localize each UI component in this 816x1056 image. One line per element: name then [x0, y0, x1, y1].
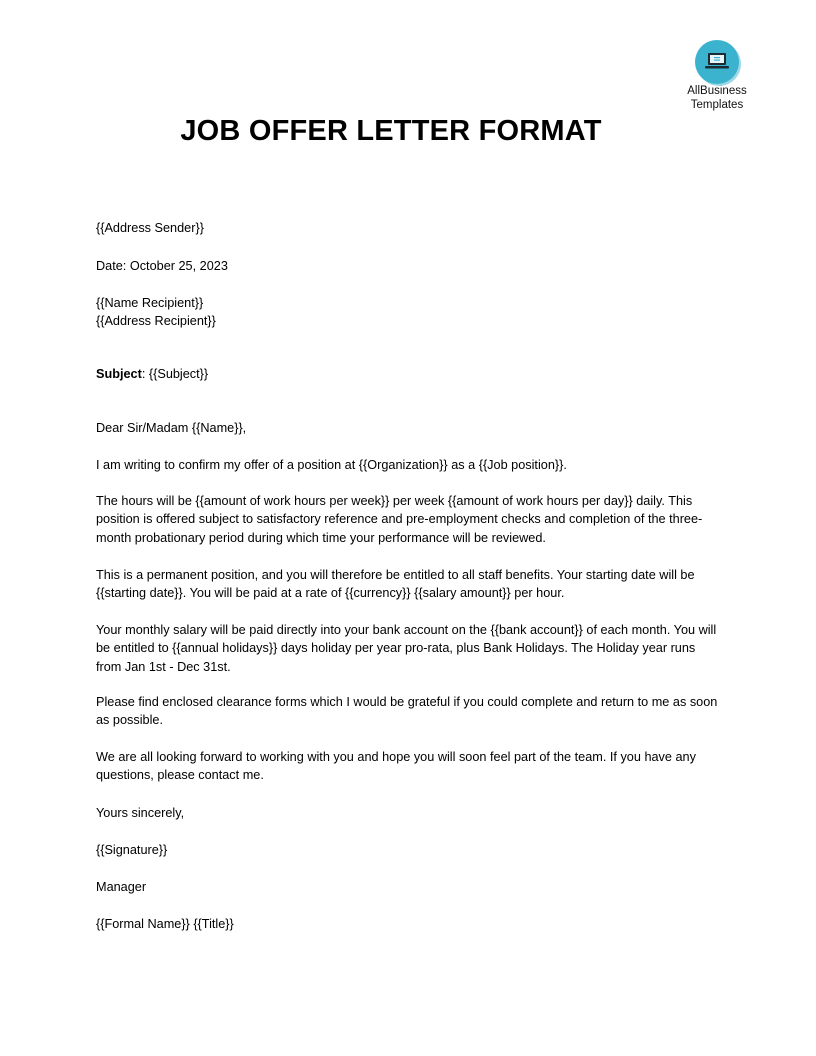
- salutation: Dear Sir/Madam {{Name}},: [96, 421, 247, 435]
- recipient-address: {{Address Recipient}}: [96, 314, 216, 328]
- logo-text-line1: AllBusiness: [687, 85, 747, 97]
- subject-value: : {{Subject}}: [141, 367, 209, 381]
- paragraph-offer: I am writing to confirm my offer of a position at {{Organization}} as a {{Job position}}.: [96, 458, 567, 472]
- page-title: JOB OFFER LETTER FORMAT: [180, 115, 602, 147]
- sender-address: {{Address Sender}}: [96, 221, 204, 235]
- laptop-icon: [703, 52, 731, 72]
- paragraph-position: This is a permanent position, and you will therefore be entitled to all staff benefits. Your starting date will be {{starting date}}. You will be paid at a rate of {{currency}} {{salary amount}} per hour.: [96, 568, 695, 601]
- formal-name: {{Formal Name}} {{Title}}: [96, 917, 234, 931]
- letter-date: Date: October 25, 2023: [96, 259, 228, 273]
- paragraph-hours: The hours will be {{amount of work hours per week}} per week {{amount of work hours per day}} daily. This position is offered subject to satisfactory reference and pre-employment checks and completion of the three-month probationary period during which time your performance will be reviewed.: [96, 494, 703, 545]
- subject-line: [96, 365, 208, 383]
- recipient-name: {{Name Recipient}}: [96, 296, 204, 310]
- logo-text-line2: Templates: [690, 98, 744, 111]
- logo-badge: [695, 40, 739, 84]
- subject-label: Subject: [96, 367, 142, 381]
- signature: {{Signature}}: [96, 843, 168, 857]
- paragraph-forms: Please find enclosed clearance forms which I would be grateful if you could complete and return to me as soon as possible.: [96, 695, 718, 728]
- signer-role: Manager: [96, 880, 147, 894]
- paragraph-welcome: We are all looking forward to working with you and hope you will soon feel part of the team. If you have any questions, please contact me.: [96, 750, 696, 783]
- logo: [683, 40, 751, 111]
- closing: Yours sincerely,: [96, 806, 185, 820]
- paragraph-salary: Your monthly salary will be paid directly into your bank account on the {{bank account}} of each month. You will be entitled to {{annual holidays}} days holiday per year pro-rata, plus Bank Holidays. The Holiday year runs from Jan 1st - Dec 31st.: [96, 623, 717, 674]
